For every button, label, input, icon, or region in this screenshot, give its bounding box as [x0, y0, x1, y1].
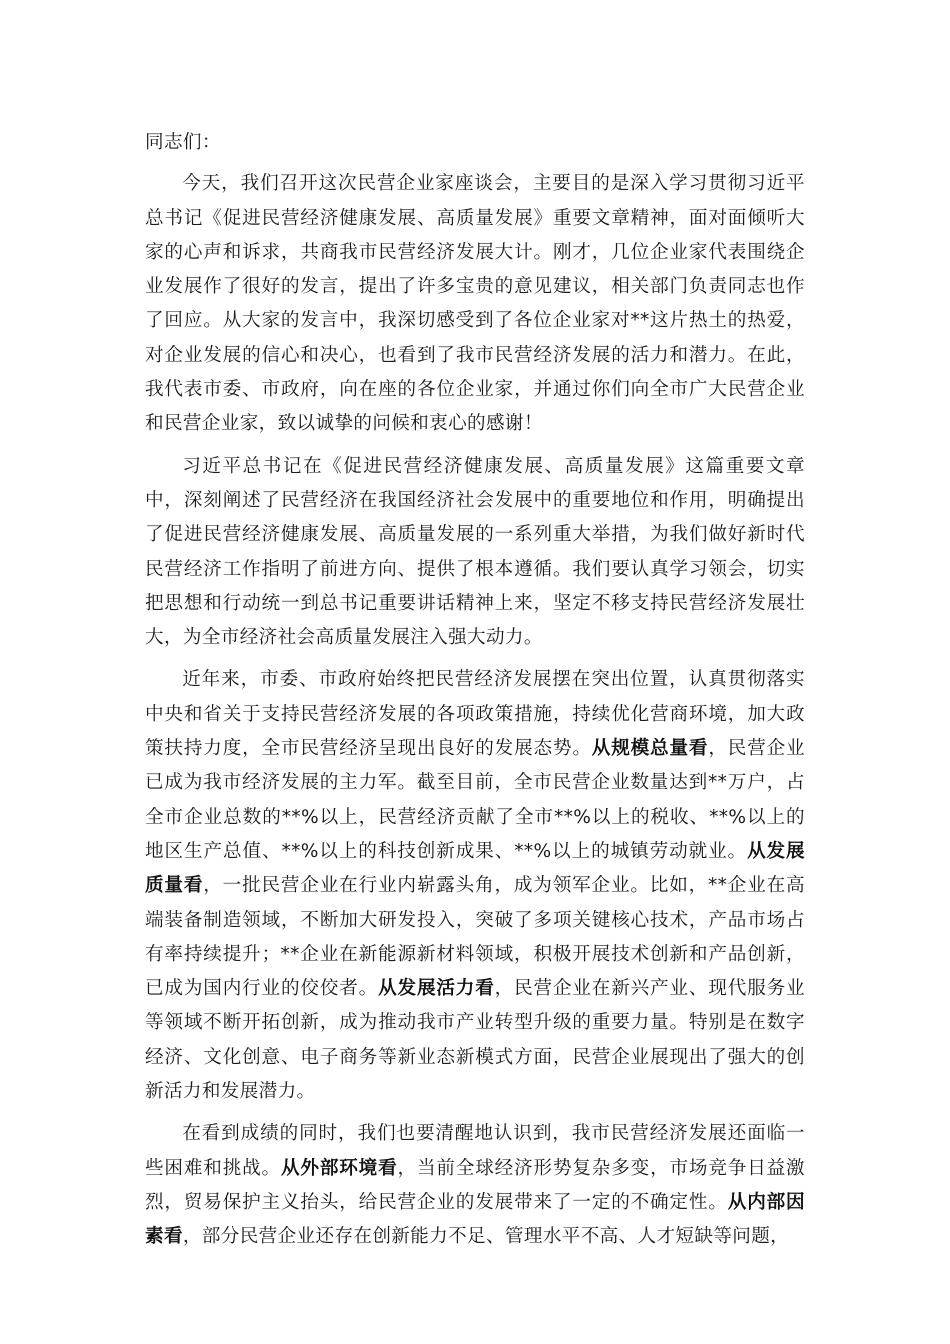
paragraph-text: 在看到成绩的同时，我们也要清醒地认识到，我市民营经济发展还面临一些困难和挑战。: [145, 1123, 805, 1179]
paragraph-text: ，民营企业已成为我市经济发展的主力军。截至目前，全市民营企业数量达到**万户，占全市企业总数的**%以上，民营经济贡献了全市**%以上的税收、**%以上的地区生产总值、**%以上的科技创新成果、**%以上的城镇劳动就业。: [145, 738, 805, 862]
bold-phrase: 从发展活力看: [378, 978, 495, 1000]
paragraph-text: 今天，我们召开这次民营企业家座谈会，主要目的是深入学习贯彻习近平总书记《促进民营经济健康发展、高质量发展》重要文章精神，面对面倾听大家的心声和诉求，共商我市民营经济发展大计。刚才，几位企业家代表围绕企业发展作了很好的发言，提出了许多宝贵的意见建议，相关部门负责同志也作了回应。从大家的发言中，我深切感受到了各位企业家对**这片热土的热爱，对企业发展的信心和决心，也看到了我市民营经济发展的活力和潜力。在此，我代表市委、市政府，向在座的各位企业家，并通过你们向全市广大民营企业和民营企业家，致以诚挚的问候和衷心的感谢！: [145, 173, 805, 435]
paragraph-text: ，当前全球经济形势复杂多变，市场竞争日益激烈，贸易保护主义抬头，给民营企业的发展带来了一定的不确定性。: [145, 1157, 805, 1213]
bold-phrase: 从发展质量看: [145, 840, 805, 897]
paragraph-text: ，民营企业在新兴产业、现代服务业等领域不断开拓创新，成为推动我市产业转型升级的重要力量。特别是在数字经济、文化创意、电子商务等新业态新模式方面，民营企业展现出了强大的创新活力和发展潜力。: [145, 978, 805, 1103]
paragraph-achievements: [145, 663, 805, 1109]
salutation: 同志们：: [145, 132, 221, 153]
paragraph-text: 近年来，市委、市政府始终把民营经济发展摆在突出位置，认真贯彻落实中央和省关于支持民营经济发展的各项政策措施，持续优化营商环境，加大政策扶持力度，全市民营经济呈现出良好的发展态势。: [145, 669, 805, 760]
bold-phrase: 从规模总量看: [591, 738, 709, 760]
paragraph-challenges: [145, 1117, 805, 1254]
document-body: [145, 126, 805, 1263]
paragraph-text: ，部分民营企业还存在创新能力不足、管理水平不高、人才短缺等问题，: [182, 1226, 790, 1248]
bold-phrase: 从内部因素看: [145, 1191, 805, 1248]
paragraph-text: ，一批民营企业在行业内崭露头角，成为领军企业。比如，**企业在高端装备制造领域，不断加大研发投入，突破了多项关键核心技术，产品市场占有率持续提升；**企业在新能源新材料领域，积极开展技术创新和产品创新，已成为国内行业的佼佼者。: [145, 875, 805, 1000]
paragraph-opening: [145, 167, 805, 441]
bold-phrase: 从外部环境看: [280, 1157, 398, 1179]
paragraph-text: 习近平总书记在《促进民营经济健康发展、高质量发展》这篇重要文章中，深刻阐述了民营经济在我国经济社会发展中的重要地位和作用，明确提出了促进民营经济健康发展、高质量发展的一系列重大举措，为我们做好新时代民营经济工作指明了前进方向、提供了根本遵循。我们要认真学习领会，切实把思想和行动统一到总书记重要讲话精神上来，坚定不移支持民营经济发展壮大，为全市经济社会高质量发展注入强大动力。: [145, 455, 805, 649]
paragraph-study: [145, 450, 805, 656]
